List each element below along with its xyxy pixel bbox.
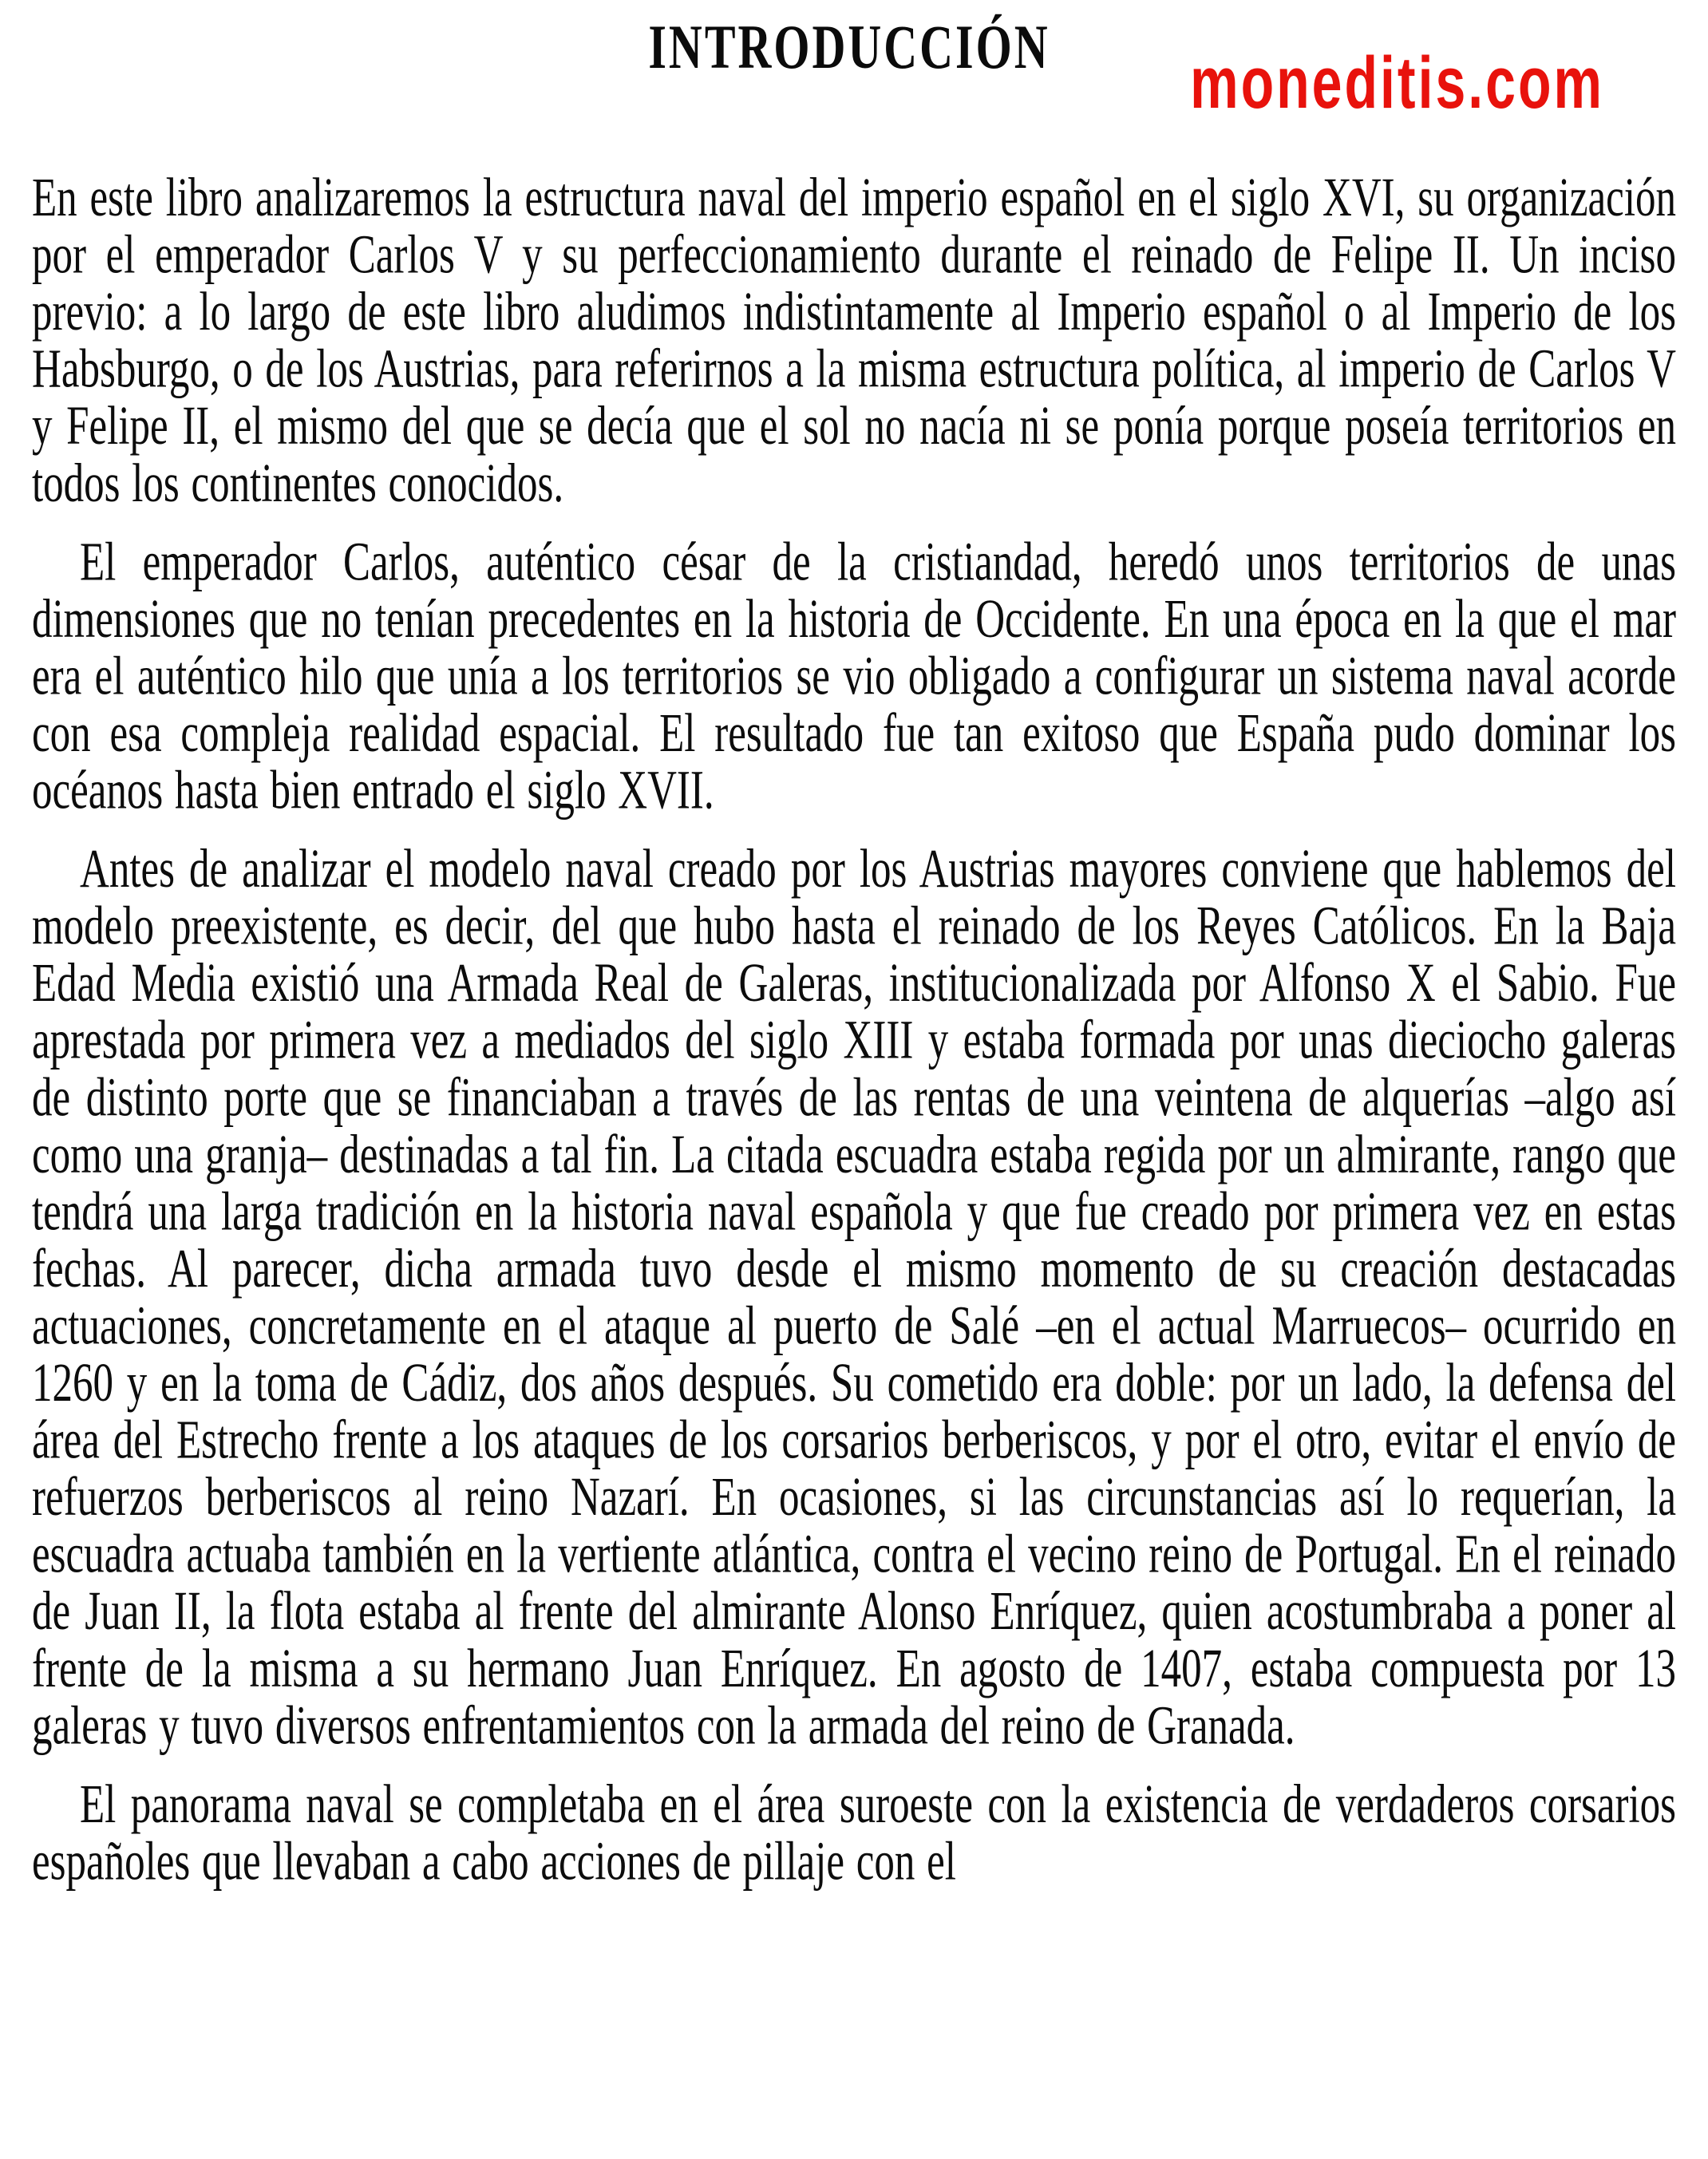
page-title: INTRODUCCIÓN <box>648 11 1050 82</box>
paragraph: El emperador Carlos, auténtico césar de la cristiandad, heredó unos territorios de unas dimensiones que no tenían precedentes en la historia de Occidente. En una época en la que el mar era el auténtico hilo que unía a los territorios se vio obligado a configurar un sistema naval acorde con esa compleja realidad espacial. El resultado fue tan exitoso que España pudo dominar los océanos hasta bien entrado el siglo XVII. <box>32 532 1676 821</box>
paragraph: Antes de analizar el modelo naval creado por los Austrias mayores conviene que hablemos del modelo preexistente, es decir, del que hubo hasta el reinado de los Reyes Católicos. En la Baja Edad Media existió una Armada Real de Galeras, institucionalizada por Alfonso X el Sabio. Fue aprestada por primera vez a mediados del siglo XIII y estaba formada por unas dieciocho galeras de distinto porte que se financiaban a través de las rentas de una veintena de alquerías –algo así como una granja– destinadas a tal fin. La citada escuadra estaba regida por un almirante, rango que tendrá una larga tradición en la historia naval española y que fue creado por primera vez en estas fechas. Al parecer, dicha armada tuvo desde el mismo momento de su creación destacadas actuaciones, concretamente en el ataque al puerto de Salé –en el actual Marruecos– ocurrido en 1260 y en la toma de Cádiz, dos años después. Su cometido era doble: por un lado, la defensa del área del Estrecho frente a los ataques de los corsarios berberiscos, y por el otro, evitar el envío de refuerzos berberiscos al reino Nazarí. En ocasiones, si las circunstancias así lo requerían, la escuadra actuaba también en la vertiente atlántica, contra el vecino reino de Portugal. En el reinado de Juan II, la flota estaba al frente del almirante Alonso Enríquez, quien acostumbraba a poner al frente de la misma a su hermano Juan Enríquez. En agosto de 1407, estaba compuesta por 13 galeras y tuvo diversos enfrentamientos con la armada del reino de Granada. <box>32 839 1676 1757</box>
paragraph: El panorama naval se completaba en el área suroeste con la existencia de verdaderos corsarios españoles que llevaban a cabo acciones de pillaje con el <box>32 1774 1676 1892</box>
body-text <box>32 170 1676 1891</box>
paragraph: En este libro analizaremos la estructura naval del imperio español en el siglo XVI, su organización por el emperador Carlos V y su perfeccionamiento durante el reinado de Felipe II. Un inciso previo: a lo largo de este libro aludimos indistintamente al Imperio español o al Imperio de los Habsburgo, o de los Austrias, para referirnos a la misma estructura política, al imperio de Carlos V y Felipe II, el mismo del que se decía que el sol no nacía ni se ponía porque poseía territorios en todos los continentes conocidos. <box>32 168 1676 514</box>
watermark-moneditis: moneditis.com <box>1190 42 1604 125</box>
